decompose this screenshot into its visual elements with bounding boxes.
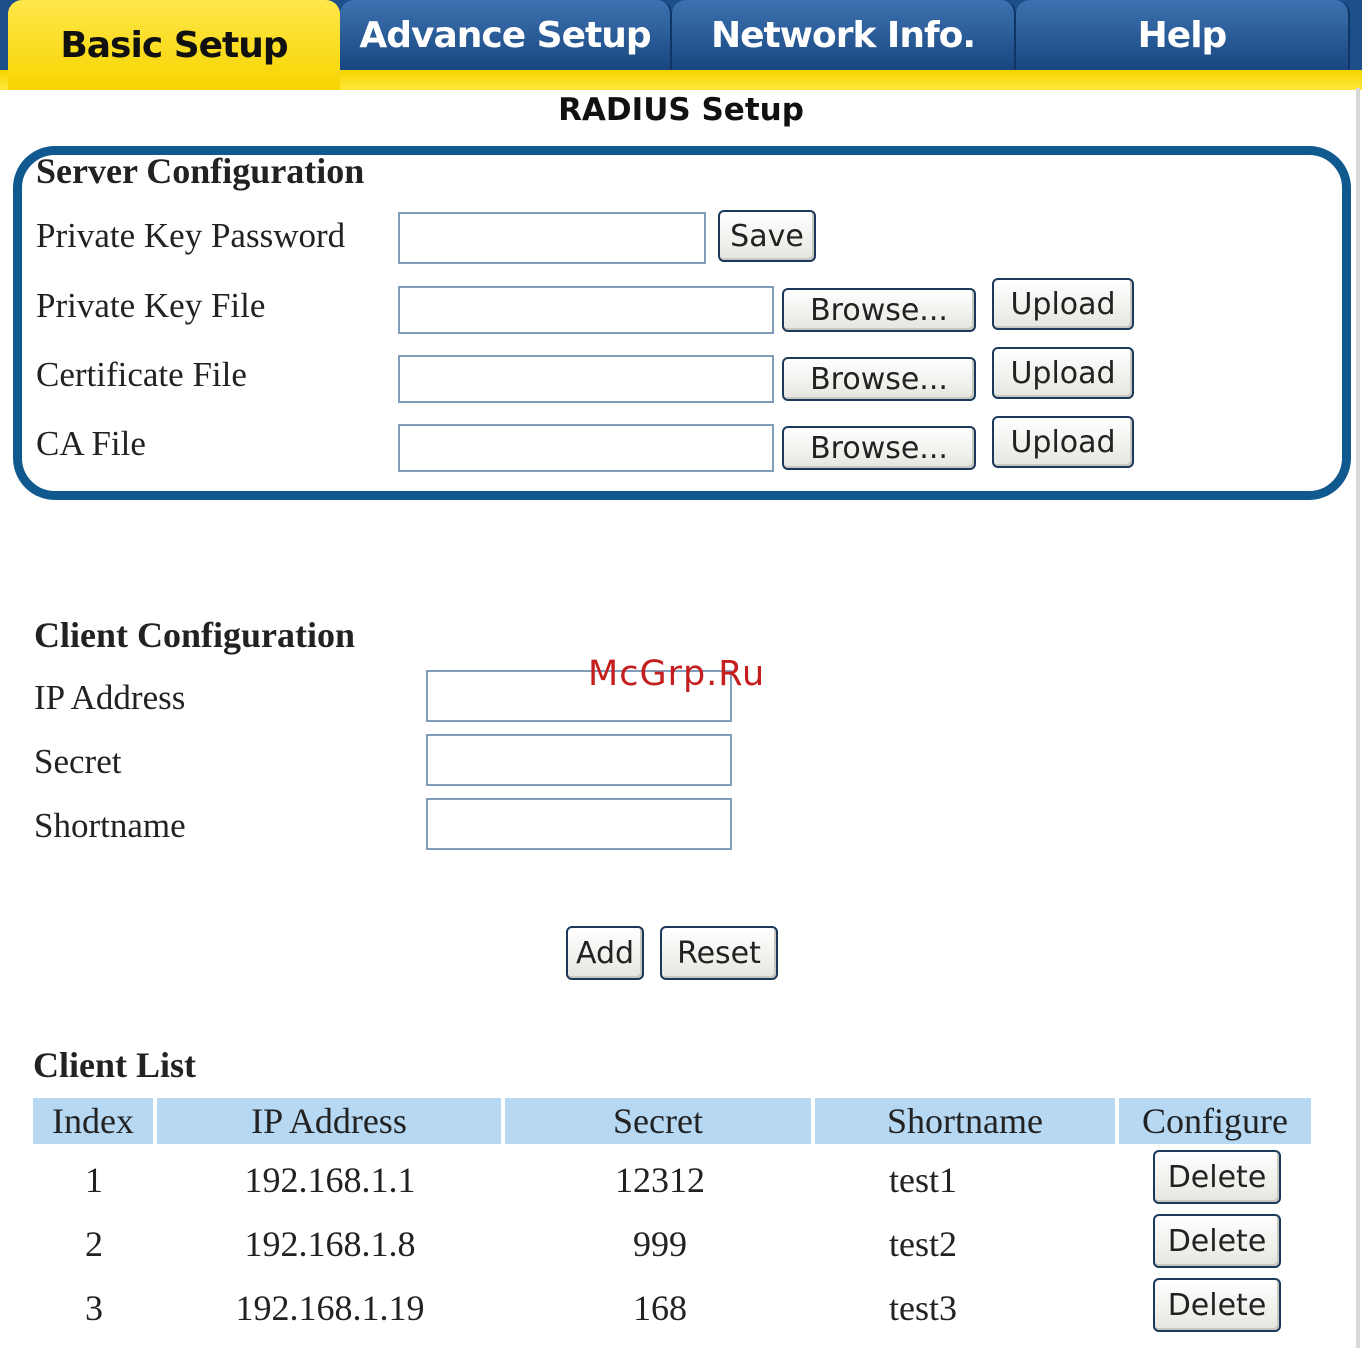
private-key-file-label: Private Key File (36, 286, 266, 325)
tab-advance-setup[interactable]: Advance Setup (340, 0, 672, 70)
certificate-upload-button[interactable]: Upload (992, 347, 1134, 399)
ca-file-label: CA File (36, 424, 146, 463)
row-secret: 12312 (615, 1160, 705, 1200)
delete-button[interactable]: Delete (1153, 1278, 1281, 1332)
tab-bar (0, 0, 1362, 92)
table-row (33, 1278, 1311, 1338)
row-shortname: test1 (889, 1160, 957, 1200)
client-config-title: Client Configuration (34, 615, 356, 655)
table-row (33, 1214, 1311, 1274)
row-ip: 192.168.1.8 (244, 1224, 416, 1264)
row-shortname: test2 (889, 1224, 957, 1264)
private-key-file-input[interactable] (398, 286, 774, 334)
client-shortname-label: Shortname (34, 806, 186, 845)
delete-button[interactable]: Delete (1153, 1150, 1281, 1204)
save-button[interactable]: Save (718, 210, 816, 262)
private-key-browse-button[interactable]: Browse... (782, 288, 976, 332)
row-index: 3 (85, 1288, 103, 1328)
client-list-title: Client List (33, 1045, 197, 1085)
certificate-file-input[interactable] (398, 355, 774, 403)
client-secret-input[interactable] (426, 734, 732, 786)
ca-upload-button[interactable]: Upload (992, 416, 1134, 468)
tab-help[interactable]: Help (1016, 0, 1350, 70)
reset-button[interactable]: Reset (660, 926, 778, 980)
row-ip: 192.168.1.19 (235, 1288, 425, 1328)
tab-basic-setup[interactable]: Basic Setup (8, 0, 340, 90)
client-list-header (33, 1098, 1311, 1144)
certificate-file-label: Certificate File (36, 355, 247, 394)
row-index: 2 (85, 1224, 103, 1264)
row-configure (1121, 1150, 1311, 1210)
row-ip: 192.168.1.1 (244, 1160, 416, 1200)
row-secret: 168 (633, 1288, 687, 1328)
table-row (33, 1150, 1311, 1210)
add-button[interactable]: Add (566, 926, 644, 980)
row-configure (1121, 1278, 1311, 1338)
private-key-upload-button[interactable]: Upload (992, 278, 1134, 330)
row-configure (1121, 1214, 1311, 1274)
column-header-ip: IP Address (157, 1098, 505, 1144)
row-shortname: test3 (889, 1288, 957, 1328)
tab-network-info[interactable]: Network Info. (672, 0, 1016, 70)
page-title: RADIUS Setup (558, 92, 804, 128)
column-header-index: Index (33, 1098, 157, 1144)
client-ip-label: IP Address (34, 678, 186, 717)
row-secret: 999 (633, 1224, 687, 1264)
delete-button[interactable]: Delete (1153, 1214, 1281, 1268)
client-secret-label: Secret (34, 742, 122, 781)
right-divider (1356, 88, 1360, 1348)
ca-browse-button[interactable]: Browse... (782, 426, 976, 470)
certificate-browse-button[interactable]: Browse... (782, 357, 976, 401)
ca-file-input[interactable] (398, 424, 774, 472)
server-config-title: Server Configuration (36, 151, 365, 191)
client-shortname-input[interactable] (426, 798, 732, 850)
watermark-text: McGrp.Ru (588, 654, 766, 694)
column-header-configure: Configure (1119, 1098, 1311, 1144)
private-key-password-label: Private Key Password (36, 216, 346, 255)
column-header-shortname: Shortname (815, 1098, 1119, 1144)
column-header-secret: Secret (505, 1098, 815, 1144)
private-key-password-input[interactable] (398, 212, 706, 264)
row-index: 1 (85, 1160, 103, 1200)
